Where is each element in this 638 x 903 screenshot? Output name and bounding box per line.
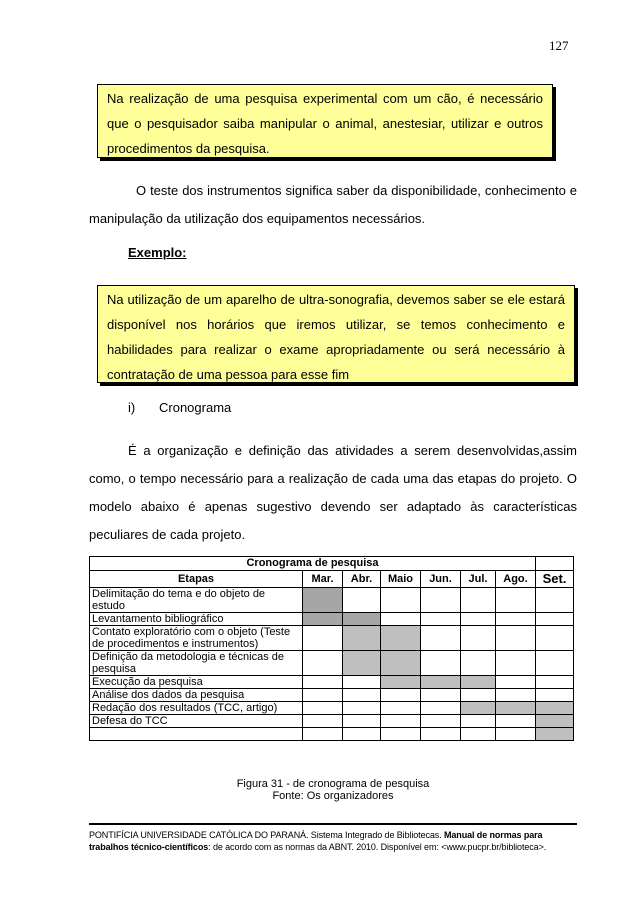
task-cell: Redação dos resultados (TCC, artigo) [90, 702, 303, 715]
schedule-cell [496, 626, 536, 651]
figure-caption: Figura 31 - de cronograma de pesquisa [236, 778, 430, 790]
task-cell: Análise dos dados da pesquisa [90, 689, 303, 702]
schedule-cell [496, 689, 536, 702]
month-header: Jul. [461, 571, 496, 588]
schedule-cell [343, 689, 381, 702]
table-row [90, 689, 574, 702]
schedule-cell [496, 715, 536, 728]
schedule-cell-active [421, 676, 461, 689]
table-row [90, 715, 574, 728]
month-header: Mar. [303, 571, 343, 588]
schedule-cell [536, 676, 574, 689]
table-row [90, 651, 574, 676]
section-title: Cronograma [159, 400, 232, 415]
footer-availability: : de acordo com as normas da ABNT. 2010. Disponível em: <www.pucpr.br/biblioteca>. [208, 842, 547, 852]
task-cell [90, 728, 303, 741]
title-empty-cell [536, 557, 574, 571]
task-cell: Levantamento bibliográfico [90, 613, 303, 626]
task-cell: Delimitação do tema e do objeto de estudo [90, 588, 303, 613]
schedule-cell-active [303, 613, 343, 626]
schedule-cell [343, 715, 381, 728]
schedule-cell [496, 588, 536, 613]
schedule-cell [381, 715, 421, 728]
ultrasound-note-box: Na utilização de um aparelho de ultra-sonografia, devemos saber se ele estará disponível nos horários que iremos utilizar, se temos conhecimento e habilidades para realizar o exame apropriadamente ou será necessário à contratação de uma pessoa para esse fim [97, 285, 575, 383]
schedule-cell [536, 613, 574, 626]
schedule-cell [381, 689, 421, 702]
schedule-cell [461, 626, 496, 651]
table-row [90, 588, 574, 613]
schedule-cell-active [381, 626, 421, 651]
table-row [90, 613, 574, 626]
schedule-cell [536, 651, 574, 676]
schedule-cell [461, 715, 496, 728]
footer-manual-title: Manual de normas para trabalhos técnico-científicos [89, 830, 543, 852]
schedule-cell [421, 613, 461, 626]
month-header: Maio [381, 571, 421, 588]
schedule-cell [303, 626, 343, 651]
schedule-cell [381, 613, 421, 626]
schedule-cell [421, 626, 461, 651]
example-label: Exemplo: [128, 245, 187, 260]
month-header: Jun. [421, 571, 461, 588]
schedule-cell [496, 651, 536, 676]
schedule-cell-active [461, 702, 496, 715]
page-number: 127 [549, 38, 569, 53]
schedule-description-paragraph: É a organização e definição das atividades a serem desenvolvidas,assim como, o tempo necessário para a realização de cada uma das etapas do projeto. O modelo abaixo é apenas sugestivo devendo ser adaptado às características peculiares de cada projeto. [89, 443, 577, 542]
schedule-cell-active [536, 702, 574, 715]
schedule-cell-active [381, 651, 421, 676]
schedule-cell [421, 715, 461, 728]
figure-source: Fonte: Os organizadores [272, 790, 394, 802]
schedule-cell [303, 651, 343, 676]
schedule-cell [343, 676, 381, 689]
schedule-cell [381, 588, 421, 613]
schedule-cell [421, 651, 461, 676]
schedule-cell [421, 588, 461, 613]
table-row [90, 626, 574, 651]
schedule-cell [536, 626, 574, 651]
schedule-cell [381, 702, 421, 715]
table-row [90, 702, 574, 715]
schedule-cell-active [496, 702, 536, 715]
schedule-cell-active [343, 613, 381, 626]
task-cell: Defesa do TCC [90, 715, 303, 728]
schedule-cell [496, 613, 536, 626]
instrument-test-paragraph: O teste dos instrumentos significa saber da disponibilidade, conhecimento e manipulação da utilização dos equipamentos necessários. [89, 183, 577, 226]
schedule-cell [343, 702, 381, 715]
task-cell: Execução da pesquisa [90, 676, 303, 689]
schedule-cell [303, 728, 343, 741]
schedule-cell-active [343, 651, 381, 676]
section-number: i) [128, 400, 136, 415]
schedule-cell-active [536, 728, 574, 741]
schedule-cell [461, 613, 496, 626]
task-cell: Definição da metodologia e técnicas de pesquisa [90, 651, 303, 676]
schedule-cell [381, 728, 421, 741]
schedule-cell [461, 588, 496, 613]
schedule-cell [421, 702, 461, 715]
schedule-cell [421, 689, 461, 702]
stages-header: Etapas [90, 571, 303, 588]
schedule-cell [303, 676, 343, 689]
table-row [90, 728, 574, 741]
schedule-cell [461, 651, 496, 676]
schedule-cell [303, 689, 343, 702]
month-header: Ago. [496, 571, 536, 588]
footer-citation [89, 829, 581, 853]
schedule-cell [461, 728, 496, 741]
schedule-body [90, 588, 574, 741]
schedule-cell [536, 689, 574, 702]
schedule-cell [343, 588, 381, 613]
schedule-cell [303, 702, 343, 715]
schedule-cell [496, 676, 536, 689]
schedule-cell-active [343, 626, 381, 651]
experiment-note-box: Na realização de uma pesquisa experimental com um cão, é necessário que o pesquisador saiba manipular o animal, anestesiar, utilizar e outros procedimentos da pesquisa. [97, 84, 553, 158]
schedule-cell-active [536, 715, 574, 728]
section-heading [128, 400, 231, 415]
research-schedule-table [89, 556, 574, 741]
schedule-title: Cronograma de pesquisa [90, 557, 536, 571]
month-header: Set. [536, 571, 574, 588]
schedule-cell [343, 728, 381, 741]
schedule-cell [536, 588, 574, 613]
schedule-cell [421, 728, 461, 741]
month-header: Abr. [343, 571, 381, 588]
table-row [90, 676, 574, 689]
schedule-cell [303, 715, 343, 728]
task-cell: Contato exploratório com o objeto (Teste de procedimentos e instrumentos) [90, 626, 303, 651]
schedule-cell-active [381, 676, 421, 689]
footer-rule [89, 823, 577, 825]
schedule-cell [496, 728, 536, 741]
footer-institution: PONTIFÍCIA UNIVERSIDADE CATÓLICA DO PARANÁ. Sistema Integrado de Bibliotecas. [89, 830, 444, 840]
schedule-cell-active [303, 588, 343, 613]
schedule-cell [461, 689, 496, 702]
schedule-cell-active [461, 676, 496, 689]
